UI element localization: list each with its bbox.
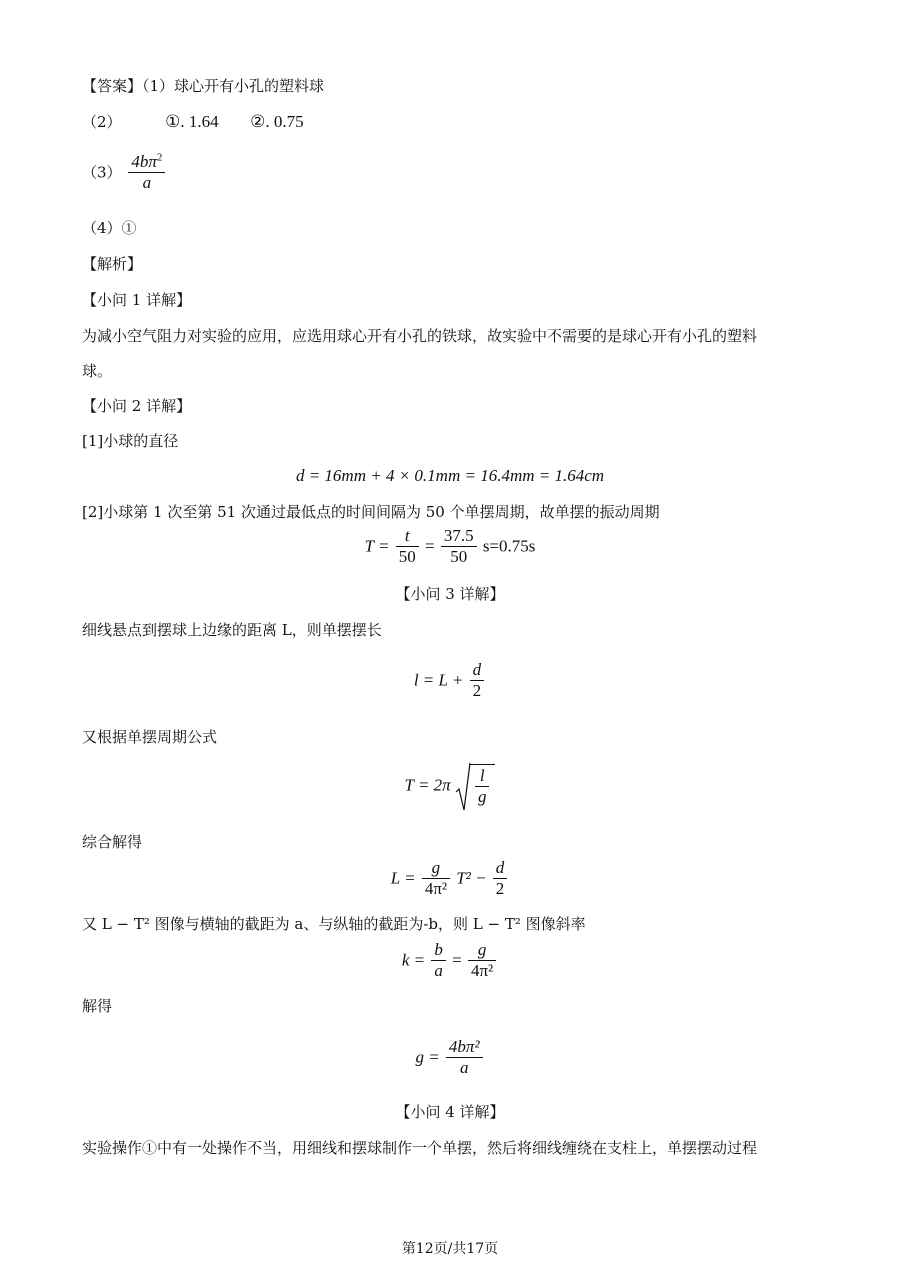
- section-2-equation-2: T = $\frac{t}{50}$ = $\frac{37.5}{50}$ s=0.75s: [364, 526, 536, 566]
- eq2-f1-den: 50: [398, 547, 416, 566]
- answer-q2-a2: ②. 0.75: [250, 112, 304, 131]
- answer-q2-a1: ①. 1.64: [165, 112, 219, 131]
- answer-q3-prefix: （3）: [82, 163, 122, 182]
- section-3-text-5: 解得: [82, 997, 113, 1015]
- answer-line-3: [82, 152, 167, 193]
- section-1-title: 【小问 1 详解】: [82, 291, 192, 309]
- eq3-4-f2-num: g: [468, 940, 496, 961]
- eq3-3-f1-den: 4π²: [424, 879, 448, 898]
- answer-q3-num: 4bπ: [131, 152, 157, 171]
- section-2-text-1: [1]小球的直径: [82, 432, 179, 450]
- answer-label: 【答案】: [82, 77, 143, 95]
- section-3-equation-1: [0, 660, 900, 701]
- answer-line-4: [82, 217, 137, 239]
- answer-q2-prefix: （2）: [82, 113, 122, 131]
- eq3-2-num: l: [475, 766, 490, 787]
- section-3-text-1: 细线悬点到摆球上边缘的距离 L，则单摆摆长: [82, 621, 382, 639]
- section-1-text-1: 为减小空气阻力对实验的应用，应选用球心开有小孔的铁球，故实验中不需要的是球心开有小孔的塑料: [82, 327, 758, 345]
- eq2-fraction-2: [441, 526, 477, 567]
- section-4-text-1: 实验操作①中有一处操作不当，用细线和摆球制作一个单摆，然后将细线缠绕在支柱上，单摆摆动过程: [82, 1139, 758, 1157]
- eq3-3-fraction-1: [422, 858, 450, 899]
- eq3-4-fraction-2: [468, 940, 496, 981]
- eq3-5-lhs: g =: [415, 1047, 440, 1067]
- section-3-equation-3: [0, 858, 900, 899]
- section-2-equation-1: [0, 466, 900, 486]
- eq-d: d = 16mm + 4 × 0.1mm = 16.4mm = 1.64cm: [295, 466, 605, 485]
- eq3-1-fraction: [470, 660, 485, 701]
- eq2-fraction-1: [396, 526, 419, 567]
- analysis-label: 【解析】: [82, 255, 143, 273]
- eq3-2-fraction: [475, 766, 490, 807]
- eq2-f2-den: 50: [450, 547, 468, 566]
- eq2-lhs: T =: [364, 536, 390, 556]
- eq3-1-lhs: l = L +: [413, 670, 464, 690]
- eq3-4-f2-den: 4π²: [470, 961, 494, 980]
- section-3-title: 【小问 3 详解】: [395, 585, 505, 603]
- answer-q4: （4）①: [82, 219, 137, 237]
- eq3-3-lhs: L =: [390, 868, 416, 888]
- section-3-equation-4: k = $\frac{b}{a}$ = $\frac{g}{\text{4π²}}$: [0, 940, 900, 981]
- sqrt-symbol: [455, 764, 496, 807]
- eq3-2-lhs: T = 2π: [404, 775, 451, 795]
- radical-sign: [455, 762, 471, 812]
- eq3-4-fraction-1: [431, 940, 446, 981]
- section-2-text-2: [2]小球第 1 次至第 51 次通过最低点的时间间隔为 50 个单摆周期，故单摆的振动周期: [82, 503, 660, 521]
- eq3-3-f1-num: g: [422, 858, 450, 879]
- eq3-5-num: 4bπ²: [446, 1037, 483, 1058]
- answer-line-2: [82, 111, 304, 133]
- eq3-5-fraction: [446, 1037, 483, 1078]
- eq3-2-den: g: [477, 787, 487, 806]
- answer-q3-fraction: [128, 152, 165, 193]
- eq3-1-num: d: [470, 660, 485, 681]
- eq2-tail: s=0.75s: [482, 536, 536, 556]
- eq3-3-fraction-2: [493, 858, 508, 899]
- eq3-4-f1-den: a: [434, 961, 443, 980]
- eq3-4-lhs: k =: [401, 950, 426, 970]
- eq3-4-f1-num: b: [431, 940, 446, 961]
- section-3-text-2: 又根据单摆周期公式: [82, 728, 218, 746]
- section-3-text-3: 综合解得: [82, 833, 143, 851]
- section-3-equation-5: [0, 1037, 900, 1078]
- eq2-f1-num: t: [396, 526, 419, 547]
- eq3-1-den: 2: [472, 681, 482, 700]
- eq3-3-f2-num: d: [493, 858, 508, 879]
- section-2-title: 【小问 2 详解】: [82, 397, 192, 415]
- eq2-f2-num: 37.5: [441, 526, 477, 547]
- section-4-title: 【小问 4 详解】: [395, 1103, 505, 1121]
- section-1-text-2: 球。: [82, 362, 113, 380]
- answer-q1: （1）球心开有小孔的塑料球: [142, 77, 325, 95]
- section-3-text-4: 又 L − T² 图像与横轴的截距为 a、与纵轴的截距为-b，则 L − T² 图像斜率: [82, 915, 586, 933]
- answer-line-1: [82, 75, 324, 97]
- page-footer: 第12页/共17页: [401, 1241, 499, 1257]
- eq3-3-mid: T² −: [456, 868, 487, 888]
- eq3-3-f2-den: 2: [495, 879, 505, 898]
- eq3-5-den: a: [459, 1058, 469, 1077]
- answer-q3-den: a: [142, 173, 152, 192]
- section-3-equation-2: [0, 764, 900, 807]
- answer-q3-num-exp: 2: [156, 151, 163, 164]
